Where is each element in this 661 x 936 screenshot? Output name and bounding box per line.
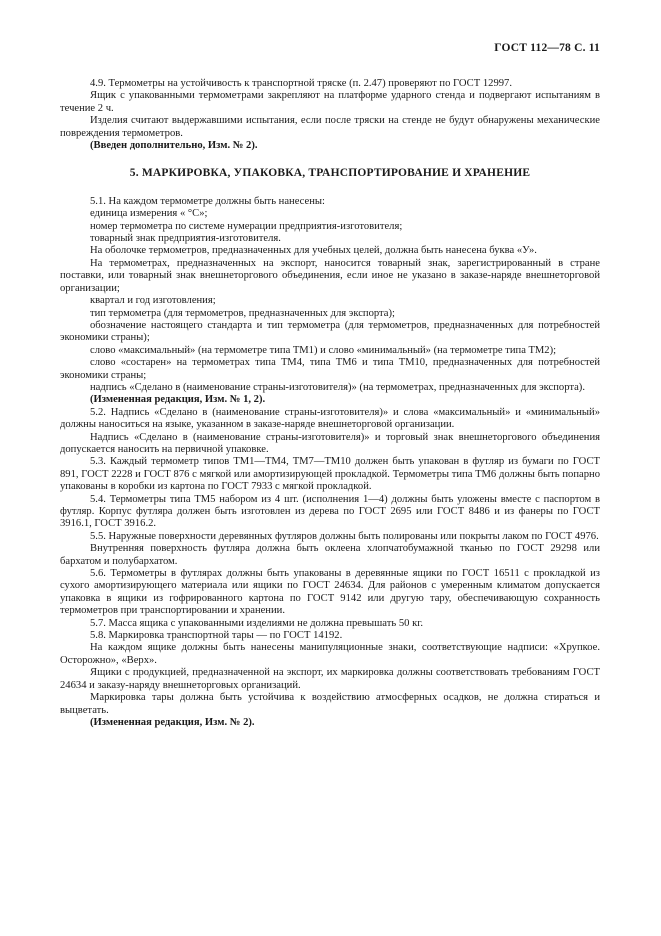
running-header: ГОСТ 112—78 С. 11 bbox=[494, 42, 600, 54]
paragraph: 5.1. На каждом термометре должны быть нанесены: bbox=[90, 195, 325, 207]
amendment-note: (Измененная редакция, Изм. № 2). bbox=[90, 716, 255, 728]
section-heading: 5. МАРКИРОВКА, УПАКОВКА, ТРАНСПОРТИРОВАНИЕ И ХРАНЕНИЕ bbox=[129, 167, 531, 180]
paragraph: единица измерения « °С»; bbox=[90, 208, 208, 220]
paragraph: На каждом ящике должны быть нанесены манипуляционные знаки, соответствующие надписи: «Хрупкое. Осторожно», «Верх». bbox=[60, 642, 600, 666]
paragraph: 5.4. Термометры типа ТМ5 набором из 4 шт. (исполнения 1—4) должны быть уложены вместе с паспортом в футляр. Корпус футляра должен быть изготовлен из дерева по ГОСТ 2695 или ГОСТ 8486 и из фанеры по ГОСТ 3916.1, ГОСТ 3916.2. bbox=[60, 493, 600, 530]
paragraph: Ящик с упакованными термометрами закрепляют на платформе ударного стенда и подвергают испытаниям в течение 2 ч. bbox=[60, 90, 600, 114]
amendment-note: (Измененная редакция, Изм. № 1, 2). bbox=[90, 394, 266, 406]
paragraph: 5.8. Маркировка транспортной тары — по ГОСТ 14192. bbox=[90, 630, 343, 642]
paragraph: тип термометра (для термометров, предназначенных для экспорта); bbox=[90, 307, 395, 319]
paragraph: Надпись «Сделано в (наименование страны-изготовителя)» и торговый знак внешнеторгового объединения допускается наносить на первичной упаковке. bbox=[60, 431, 600, 455]
paragraph: Маркировка тары должна быть устойчива к воздействию атмосферных осадков, не должна стираться и выцветать. bbox=[60, 692, 600, 716]
paragraph: Внутренняя поверхность футляра должна быть оклеена хлопчатобумажной тканью по ГОСТ 29298 или бархатом и полубархатом. bbox=[60, 543, 600, 567]
paragraph: 5.7. Масса ящика с упакованными изделиями не должна превышать 50 кг. bbox=[90, 617, 424, 629]
paragraph: 5.3. Каждый термометр типов ТМ1—ТМ4, ТМ7—ТМ10 должен быть упакован в футляр из бумаги по ГОСТ 891, ГОСТ 2228 и ГОСТ 876 с мягкой или амортизирующей прокладкой. Термометры типа ТМ6 должны быть попарно упакованы в коробки из картона по ГОСТ 7933 с мягкой прокладкой. bbox=[60, 456, 600, 493]
paragraph: слово «состарен» на термометрах типа ТМ4, типа ТМ6 и типа ТМ10, предназначенных для потребностей экономики страны; bbox=[60, 357, 600, 381]
paragraph: обозначение настоящего стандарта и тип термометра (для термометров, предназначенных для потребностей экономики страны); bbox=[60, 319, 600, 344]
paragraph: квартал и год изготовления; bbox=[90, 295, 216, 307]
paragraph: 5.5. Наружные поверхности деревянных футляров должны быть полированы или покрыты лаком по ГОСТ 4976. bbox=[90, 530, 599, 542]
paragraph: номер термометра по системе нумерации предприятия-изготовителя; bbox=[90, 220, 403, 232]
paragraph: надпись «Сделано в (наименование страны-изготовителя)» (на термометрах, предназначенных для экспорта). bbox=[90, 381, 585, 393]
paragraph: На оболочке термометров, предназначенных для учебных целей, должна быть нанесена буква «У». bbox=[90, 245, 537, 257]
paragraph: 5.2. Надпись «Сделано в (наименование страны-изготовителя)» и слова «максимальный» и «минимальный» должны наноситься на языке, указанном в заказе-наряде внешнеторговой организации. bbox=[60, 406, 600, 431]
amendment-note: (Введен дополнительно, Изм. № 2). bbox=[90, 140, 258, 152]
paragraph: Изделия считают выдержавшими испытания, если после тряски на стенде не будут обнаружены механические повреждения термометров. bbox=[60, 115, 600, 139]
paragraph: На термометрах, предназначенных на экспорт, наносится товарный знак, зарегистрированный в стране поставки, или товарный знак внешнеторгового объединения, если иное не указано в заказе-наряде внешнеторговой организации; bbox=[60, 257, 600, 294]
paragraph: товарный знак предприятия-изготовителя. bbox=[90, 233, 281, 245]
document-body bbox=[60, 78, 600, 729]
paragraph: Ящики с продукцией, предназначенной на экспорт, их маркировка должны соответствовать требованиям ГОСТ 24634 и заказу-наряду внешнеторговых организаций. bbox=[60, 667, 600, 691]
paragraph: слово «максимальный» (на термометре типа ТМ1) и слово «минимальный» (на термометре типа ТМ2); bbox=[90, 344, 557, 356]
paragraph: 4.9. Термометры на устойчивость к транспортной тряске (п. 2.47) проверяют по ГОСТ 12997. bbox=[90, 78, 512, 89]
paragraph: 5.6. Термометры в футлярах должны быть упакованы в деревянные ящики по ГОСТ 16511 с прокладкой из сухого амортизирующего материала или ящики по ГОСТ 24634. Для районов с умеренным климатом допускается упаковка в ящики из гофрированного картона по ГОСТ 9142 или другую тару, обеспечивающую сохранность термометров при транспортировании и хранении. bbox=[60, 568, 600, 617]
